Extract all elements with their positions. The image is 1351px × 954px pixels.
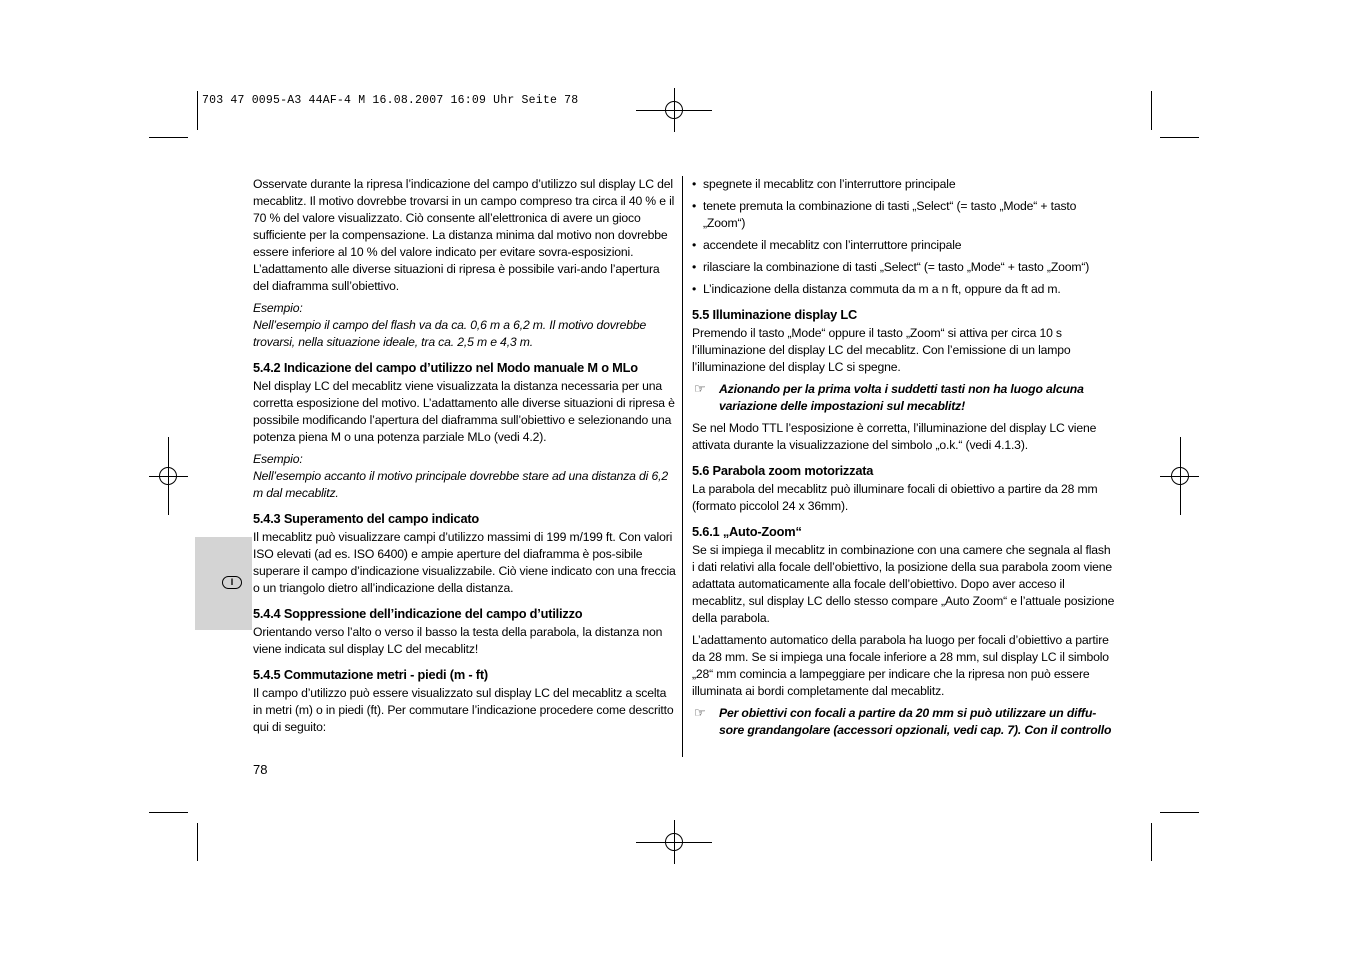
section-heading: 5.4.5 Commutazione metri - piedi (m - ft) bbox=[253, 667, 488, 682]
bullet-item: • accendete il mecablitz con l’interruttore principale bbox=[692, 237, 1116, 254]
section-heading: 5.4.4 Soppressione dell’indicazione del campo d’utilizzo bbox=[253, 606, 583, 621]
pointing-hand-icon: ☞ bbox=[694, 705, 706, 720]
note bbox=[692, 381, 1116, 415]
right-column bbox=[692, 176, 1116, 744]
paragraph: La parabola del mecablitz può illuminare focali di obiettivo a partire da 28 mm (formato piccolol 24 x 36mm). bbox=[692, 482, 1098, 513]
paragraph: Il mecablitz può visualizzare campi d’utilizzo massimi di 199 m/199 ft. Con valori ISO elevati (ad es. ISO 6400) e ampie aperture del diaframma è pos-sibile superare il campo d’indicazione visualizzabile. Ciò viene indicato con una freccia o un triangolo dietro all’indicazione della distanza. bbox=[253, 530, 676, 595]
column-divider bbox=[682, 176, 683, 757]
bullet-item: • tenete premuta la combinazione di tasti „Select“ (= tasto „Mode“ + tasto „Zoom“) bbox=[692, 198, 1116, 232]
left-column bbox=[253, 176, 676, 741]
paragraph: Se nel Modo TTL l’esposizione è corretta, l’illuminazione del display LC viene attivata durante la visualizzazione del simbolo „o.k.“ (vedi 4.1.3). bbox=[692, 421, 1097, 452]
section-heading: 5.4.2 Indicazione del campo d’utilizzo nel Modo manuale M o MLo bbox=[253, 360, 638, 375]
note-text: Azionando per la prima volta i suddetti tasti non ha luogo alcuna variazione delle impostazioni sul mecablitz! bbox=[719, 382, 1084, 413]
paragraph: Orientando verso l’alto o verso il basso la testa della parabola, la distanza non viene indicata sul display LC del mecablitz! bbox=[253, 625, 663, 656]
language-tab bbox=[195, 537, 252, 630]
example-label: Esempio: bbox=[253, 301, 303, 315]
paragraph: L’adattamento automatico della parabola ha luogo per focali d’obiettivo a partire da 28 mm. Se si impiega una focale inferiore a 28 mm, sul display LC il simbolo „28“ mm comincia a lampeggiare per indicare che la ripresa non può essere illuminata ai bordi completamente dal mecablitz. bbox=[692, 633, 1109, 698]
example-text: Nell’esempio accanto il motivo principale dovrebbe stare ad una distanza di 6,2 m dal mecablitz. bbox=[253, 469, 668, 500]
section-heading: 5.4.3 Superamento del campo indicato bbox=[253, 511, 480, 526]
paragraph: Premendo il tasto „Mode“ oppure il tasto „Zoom“ si attiva per circa 10 s l’illuminazione del display LC del mecablitz. Con l’emissione di un lampo l’illuminazione del display LC si spegne. bbox=[692, 326, 1071, 374]
note bbox=[692, 705, 1116, 739]
paragraph: Osservate durante la ripresa l’indicazione del campo d’utilizzo sul display LC del mecablitz. Il motivo dovrebbe trovarsi in un campo compreso tra circa il 40 % e il 70 % del valore visualizzato. Ciò consente all’elettronica di avere un gioco sufficiente per la compensazione. La distanza minima dal motivo non dovrebbe essere inferiore al 10 % del valore indicato per evitare sovra-esposizioni. L’adattamento alle diverse situazioni di ripresa è possibile vari-ando l’apertura del diaframma sull’obiettivo. bbox=[253, 177, 675, 293]
section-heading: 5.6 Parabola zoom motorizzata bbox=[692, 463, 874, 478]
page-number: 78 bbox=[253, 762, 268, 777]
pointing-hand-icon: ☞ bbox=[694, 381, 706, 396]
bullet-item: • spegnete il mecablitz con l’interruttore principale bbox=[692, 176, 1116, 193]
paragraph: Se si impiega il mecablitz in combinazione con una camere che segnala al flash i dati relativi alla focale dell’obiettivo, la posizione della sua parabola zoom viene adattata automaticamente alla focale dell’obiettivo. Dopo aver acceso il mecablitz, sul display LC dello stesso compare „Auto Zoom“ e l’attuale posizione della parabola. bbox=[692, 543, 1115, 625]
section-heading: 5.5 Illuminazione display LC bbox=[692, 307, 858, 322]
language-tab-label: I bbox=[222, 576, 242, 589]
paragraph: Nel display LC del mecablitz viene visualizzata la distanza necessaria per una corretta esposizione del motivo. L’adattamento alle diverse situazioni di ripresa è possibile modificando l’apertura del diaframma sull’obiettivo e selezionando una potenza piena M o una potenza parziale MLo (vedi 4.2). bbox=[253, 379, 675, 444]
print-header: 703 47 0095-A3 44AF-4 M 16.08.2007 16:09 Uhr Seite 78 bbox=[202, 94, 579, 107]
section-heading: 5.6.1 „Auto-Zoom“ bbox=[692, 524, 802, 539]
example-label: Esempio: bbox=[253, 452, 303, 466]
note-text: Per obiettivi con focali a partire da 20 mm si può utilizzare un diffu-sore grandangolare (accessori opzionali, vedi cap. 7). Con il controllo bbox=[719, 706, 1112, 737]
bullet-item: • L’indicazione della distanza commuta da m a n ft, oppure da ft ad m. bbox=[692, 281, 1116, 298]
bullet-item: • rilasciare la combinazione di tasti „Select“ (= tasto „Mode“ + tasto „Zoom“) bbox=[692, 259, 1116, 276]
example-text: Nell’esempio il campo del flash va da ca. 0,6 m a 6,2 m. Il motivo dovrebbe trovarsi, nella situazione ideale, tra ca. 2,5 m e 4,3 m. bbox=[253, 318, 647, 349]
paragraph: Il campo d’utilizzo può essere visualizzato sul display LC del mecablitz a scelta in metri (m) o in piedi (ft). Per commutare l’indicazione procedere come descritto qui di seguito: bbox=[253, 686, 674, 734]
